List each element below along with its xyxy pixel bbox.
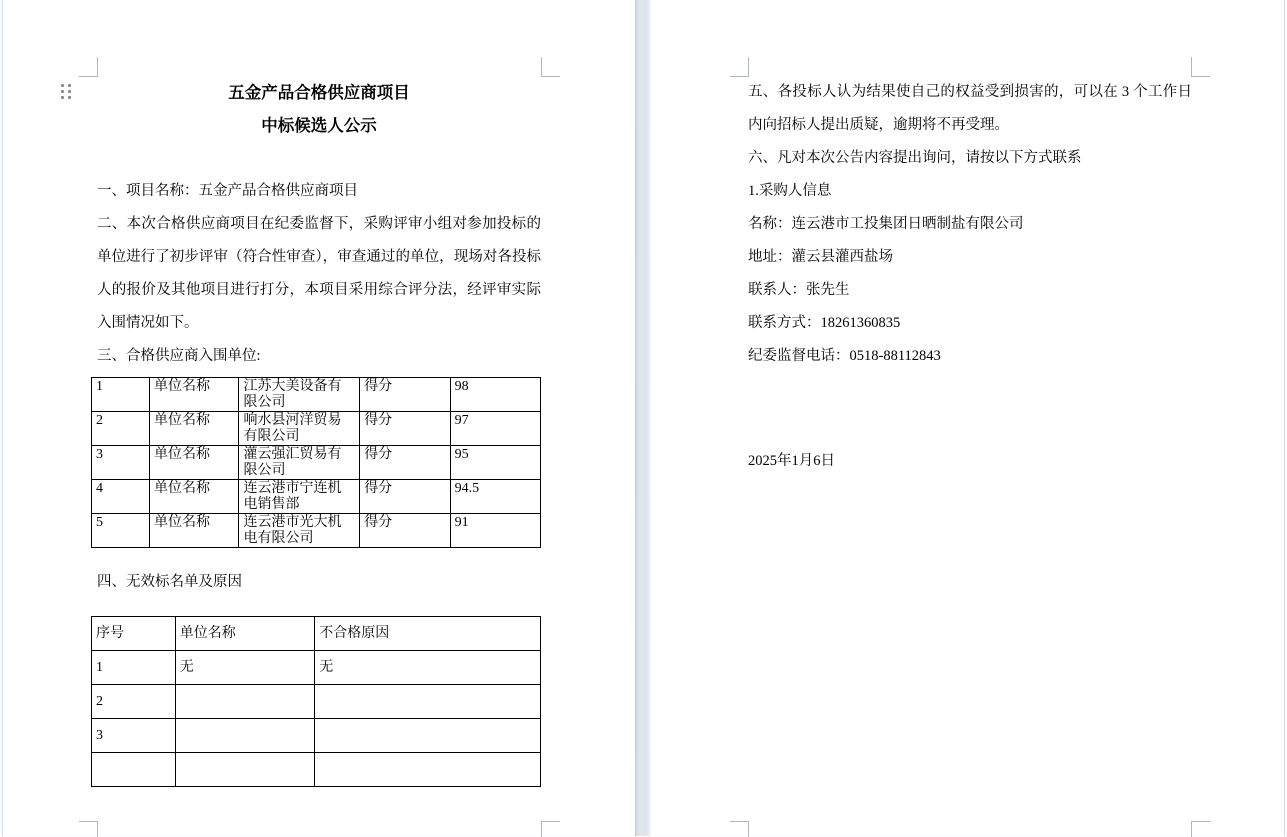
table-cell-reason[interactable]: 无: [315, 651, 541, 685]
table-cell-seq[interactable]: 4: [92, 480, 150, 514]
table-cell-reason[interactable]: [315, 719, 541, 753]
document-page-1[interactable]: [3, 0, 635, 836]
table-cell-unit-label[interactable]: 单位名称: [150, 378, 239, 412]
doc-title-line-1: 五金产品合格供应商项目: [228, 83, 410, 102]
doc-title-line-2: 中标候选人公示: [261, 116, 377, 135]
table-row: [92, 685, 541, 719]
table-cell-unit-label[interactable]: 单位名称: [150, 412, 239, 446]
margin-crop-mark-bottom-left: [730, 821, 749, 837]
table-row: [92, 480, 541, 514]
table-row: [92, 412, 541, 446]
table-cell-seq[interactable]: 5: [92, 514, 150, 548]
paragraph-contact-person: 联系人：张先生: [748, 282, 850, 298]
table-cell-seq[interactable]: [92, 753, 176, 787]
table-cell-unit-label[interactable]: 单位名称: [150, 480, 239, 514]
page-gap-divider: [635, 0, 651, 836]
table-cell-reason[interactable]: [315, 753, 541, 787]
margin-crop-mark-bottom-left: [79, 821, 98, 837]
paragraph-shortlist-heading: 三、合格供应商入围单位:: [97, 348, 261, 364]
table-cell-seq[interactable]: 2: [92, 412, 150, 446]
paragraph-project-name: 一、项目名称：五金产品合格供应商项目: [97, 183, 358, 199]
table-cell-score[interactable]: 98: [450, 378, 540, 412]
table-cell-score[interactable]: 91: [450, 514, 540, 548]
table-cell-score[interactable]: 97: [450, 412, 540, 446]
table-header-row: [92, 617, 541, 651]
table-cell-company[interactable]: 响水县河洋贸易有限公司: [239, 412, 360, 446]
margin-crop-mark-bottom-right: [1191, 821, 1210, 837]
document-page-2[interactable]: [651, 0, 1285, 836]
table-cell-unit[interactable]: 无: [175, 651, 315, 685]
table-cell-score-label[interactable]: 得分: [360, 480, 450, 514]
table-cell-company[interactable]: 连云港市光大机电有限公司: [239, 514, 360, 548]
table-cell-score-label[interactable]: 得分: [360, 446, 450, 480]
table-cell-company[interactable]: 江苏大美设备有限公司: [239, 378, 360, 412]
paragraph-purchaser-heading: 1.采购人信息: [748, 183, 832, 199]
margin-crop-mark-bottom-right: [541, 821, 560, 837]
header-cell-seq[interactable]: 序号: [92, 617, 176, 651]
margin-crop-mark-top-right: [1191, 57, 1210, 77]
table-cell-reason[interactable]: [315, 685, 541, 719]
table-cell-seq[interactable]: 3: [92, 446, 150, 480]
table-row: [92, 446, 541, 480]
table-cell-company[interactable]: 连云港市宁连机电销售部: [239, 480, 360, 514]
paragraph-supervision-phone: 纪委监督电话：0518-88112843: [748, 348, 941, 364]
canvas-right-edge: [1284, 0, 1285, 836]
blank-line: [97, 142, 541, 175]
table-row: [92, 719, 541, 753]
paragraph-invalid-bids-heading: 四、无效标名单及原因: [97, 574, 242, 590]
table-cell-score-label[interactable]: 得分: [360, 378, 450, 412]
paragraph-review-process: 二、本次合格供应商项目在纪委监督下，采购评审小组对参加投标的单位进行了初步评审（符合性审查），审查通过的单位，现场对各投标人的报价及其他项目进行打分，本项目采用综合评分法，经评审实际入围情况如下。: [97, 216, 541, 331]
table-row: [92, 753, 541, 787]
header-cell-reason[interactable]: 不合格原因: [315, 617, 541, 651]
table-cell-score-label[interactable]: 得分: [360, 412, 450, 446]
margin-crop-mark-top-right: [541, 57, 560, 77]
drag-handle-icon[interactable]: [61, 84, 72, 100]
table-cell-unit-label[interactable]: 单位名称: [150, 514, 239, 548]
paragraph-purchaser-name: 名称：连云港市工投集团日晒制盐有限公司: [748, 216, 1024, 232]
table-row: [92, 514, 541, 548]
table-cell-seq[interactable]: 3: [92, 719, 176, 753]
table-cell-unit-label[interactable]: 单位名称: [150, 446, 239, 480]
margin-crop-mark-top-left: [730, 57, 749, 77]
paragraph-contact-phone: 联系方式：18261360835: [748, 315, 901, 331]
margin-crop-mark-top-left: [79, 57, 98, 77]
table-cell-unit[interactable]: [175, 719, 315, 753]
table-cell-company[interactable]: 灌云强汇贸易有限公司: [239, 446, 360, 480]
table-cell-unit[interactable]: [175, 685, 315, 719]
table-row: [92, 651, 541, 685]
announcement-date: 2025年1月6日: [748, 453, 835, 469]
header-cell-unit[interactable]: 单位名称: [175, 617, 315, 651]
table-cell-unit[interactable]: [175, 753, 315, 787]
table-cell-seq[interactable]: 1: [92, 378, 150, 412]
table-row: [92, 378, 541, 412]
table-cell-score[interactable]: 94.5: [450, 480, 540, 514]
table-cell-score[interactable]: 95: [450, 446, 540, 480]
table-cell-seq[interactable]: 1: [92, 651, 176, 685]
blank-line: [748, 373, 1192, 406]
paragraph-purchaser-address: 地址：灌云县灌西盐场: [748, 249, 893, 265]
page-2-text-area[interactable]: [748, 76, 1192, 478]
page-1-text-area[interactable]: [97, 76, 541, 787]
paragraph-objection-rights: 五、各投标人认为结果使自己的权益受到损害的，可以在 3 个工作日内向招标人提出质疑，逾期将不再受理。: [748, 84, 1192, 133]
table-cell-score-label[interactable]: 得分: [360, 514, 450, 548]
invalid-bids-table[interactable]: [91, 616, 541, 787]
paragraph-inquiry-contact: 六、凡对本次公告内容提出询问，请按以下方式联系: [748, 150, 1082, 166]
blank-line: [748, 406, 1192, 439]
table-cell-seq[interactable]: 2: [92, 685, 176, 719]
qualified-suppliers-table[interactable]: [91, 377, 541, 548]
